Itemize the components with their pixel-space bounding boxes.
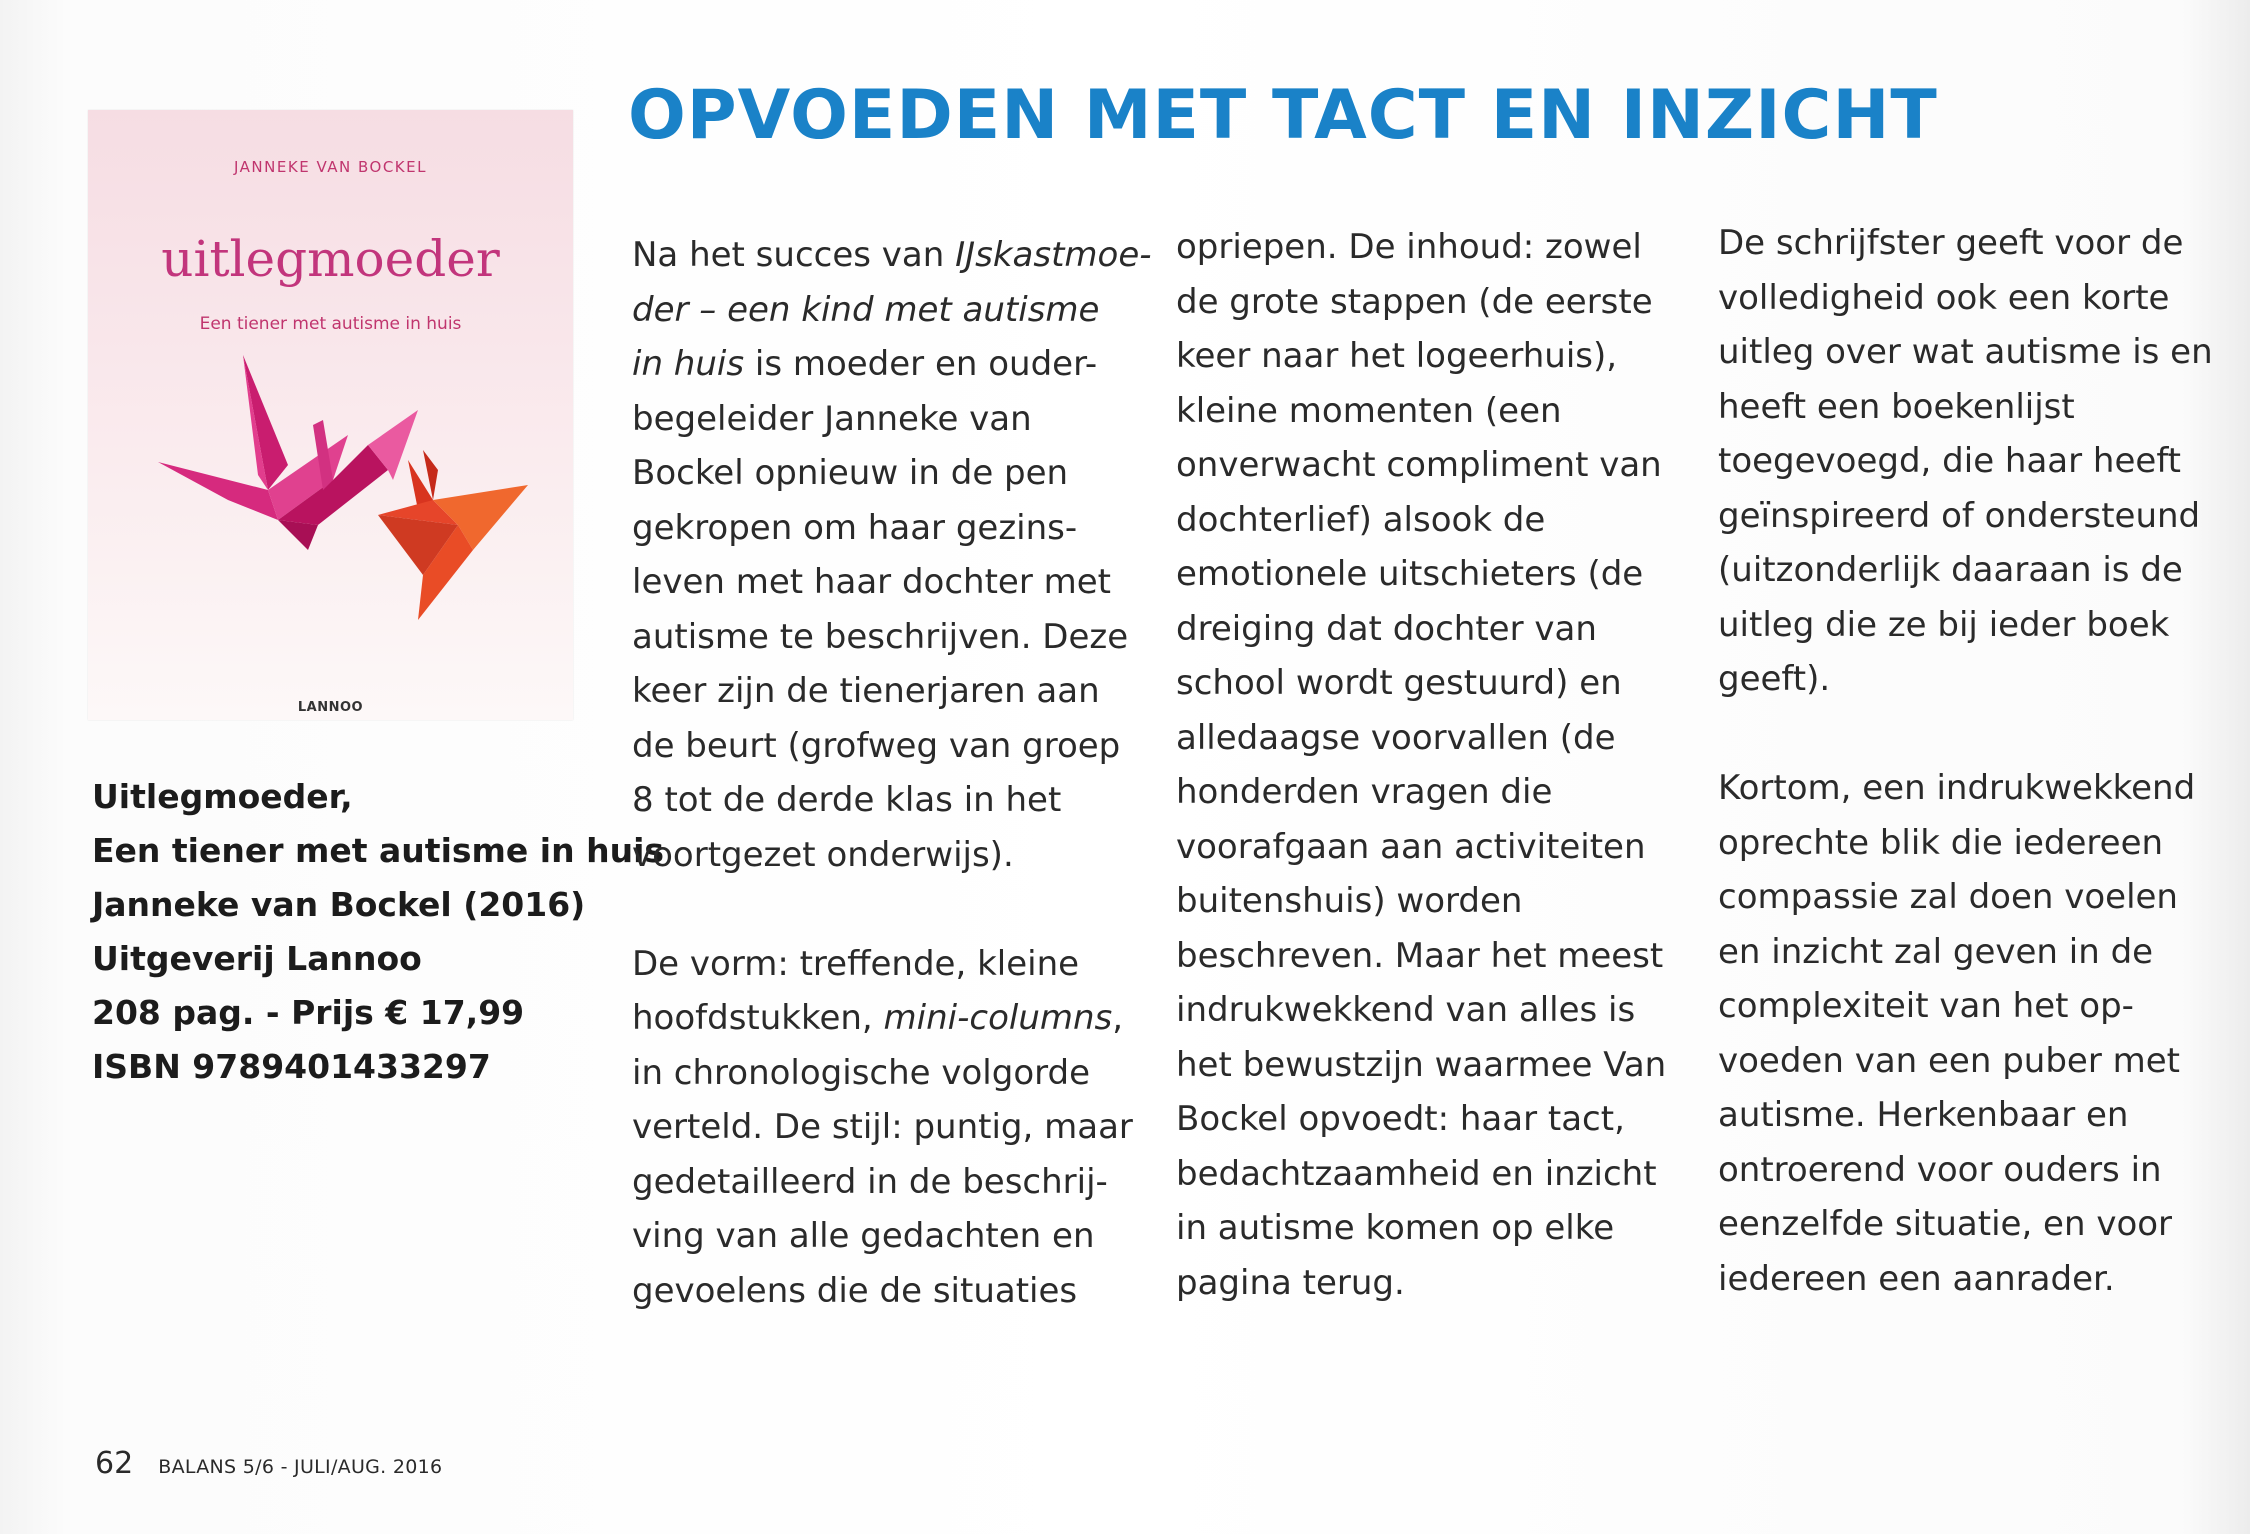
cover-title: uitlegmoeder [161,230,500,288]
text-line: verteld. De stijl: puntig, maar [632,1107,1133,1147]
text-line: (uitzonderlijk daaraan is de [1718,550,2183,590]
text-line: gevoelens die de situaties [632,1270,1078,1311]
cover-subtitle: Een tiener met autisme in huis [199,314,462,334]
text-line: De schrijfster geeft voor de [1718,223,2184,263]
text-line: ving van alle gedachten en [632,1216,1095,1256]
page-number: 62 [95,1446,134,1481]
text-line: Bockel opnieuw in de pen [632,453,1069,493]
text-line: honderden vragen die [1176,772,1553,812]
book-info-author: Janneke van Bockel (2016) [92,885,586,924]
text-line: gedetailleerd in de beschrij- [632,1161,1108,1202]
text-line: eenzelfde situatie, en voor [1718,1204,2173,1244]
text-line: toegevoegd, die haar heeft [1718,441,2182,481]
text-line: alledaagse voorvallen (de [1176,717,1616,758]
text-line: uitleg die ze bij ieder boek [1718,604,2170,645]
text-line: school wordt gestuurd) en [1176,663,1622,703]
text-line: en inzicht zal geven in de [1718,931,2154,972]
text-line: autisme te beschrijven. Deze [632,616,1129,657]
text-line [632,283,1152,338]
book-info [92,770,665,1094]
text-line: 8 tot de derde klas in het [632,780,1062,820]
text-column-1 [632,228,1152,1318]
text-line: in autisme komen op elke [1176,1208,1615,1248]
book-info-title: Uitlegmoeder, [92,777,353,816]
italic-title-span: der – een kind met autisme [632,289,1100,330]
book-info-pages-price: 208 pag. - Prijs € 17,99 [92,993,525,1032]
text-line: de grote stappen (de eerste [1176,281,1653,322]
text-span: Na het succes van [632,235,956,275]
text-line: geïnspireerd of ondersteund [1718,495,2201,536]
orange-crane [378,450,528,620]
text-line: buitenshuis) worden [1176,881,1523,921]
text-line: keer zijn de tienerjaren aan [632,671,1100,711]
text-line: gekropen om haar gezins- [632,507,1078,548]
text-column-3 [1718,216,2238,1306]
italic-span: mini-columns [883,998,1113,1038]
italic-title-span: IJskastmoe- [955,235,1152,275]
text-line: dochterlief) alsook de [1176,499,1546,540]
text-line: dreiging dat dochter van [1176,608,1597,649]
text-line: begeleider Janneke van [632,398,1032,439]
text-line: oprechte blik die iedereen [1718,822,2164,863]
text-line: beschreven. Maar het meest [1176,935,1664,976]
text-line: Bockel opvoedt: haar tact, [1176,1099,1625,1139]
text-line: de beurt (grofweg van groep [632,725,1121,766]
text-line: kleine momenten (een [1176,390,1562,431]
text-line: Kortom, een indrukwekkend [1718,768,2196,808]
text-line [632,228,1152,283]
text-line: leven met haar dochter met [632,562,1111,602]
text-span: is moeder en ouder- [744,344,1098,384]
text-line: pagina terug. [1176,1262,1405,1303]
text-line: ontroerend voor ouders in [1718,1149,2162,1190]
book-info-subtitle: Een tiener met autisme in huis [92,831,665,870]
text-column-2 [1176,220,1696,1310]
text-line: voorafgaan aan activiteiten [1176,826,1646,867]
book-info-publisher: Uitgeverij Lannoo [92,939,422,978]
text-line: compassie zal doen voelen [1718,877,2178,917]
paragraph-gap [1718,707,2238,762]
text-line [632,991,1152,1046]
paragraph-gap [632,882,1152,937]
text-line: emotionele uitschieters (de [1176,554,1644,594]
issue-label: BALANS 5/6 - JULI/AUG. 2016 [158,1456,443,1478]
text-span: , [1112,998,1124,1038]
text-span: hoofdstukken, [632,998,884,1038]
text-line: complexiteit van het op- [1718,986,2134,1026]
text-line: heeft een boekenlijst [1718,386,2075,427]
text-line: autisme. Herkenbaar en [1718,1095,2129,1135]
text-line: het bewustzijn waarmee Van [1176,1044,1667,1085]
text-line: onverwacht compliment van [1176,445,1662,485]
text-line: uitleg over wat autisme is en [1718,332,2213,372]
text-line: in chronologische volgorde [632,1052,1091,1093]
italic-title-span: in huis [632,344,745,384]
text-line: geeft). [1718,659,1831,699]
text-line: De vorm: treffende, kleine [632,943,1080,984]
text-line: voeden van een puber met [1718,1040,2180,1081]
text-line: keer naar het logeerhuis), [1176,336,1618,376]
cover-author: JANNEKE VAN BOCKEL [234,158,427,176]
page-footer [95,1446,442,1481]
text-line [632,337,1152,392]
text-line: indrukwekkend van alles is [1176,990,1636,1030]
book-info-isbn: ISBN 9789401433297 [92,1047,491,1086]
text-line: opriepen. De inhoud: zowel [1176,227,1642,267]
book-cover [88,110,573,720]
text-line: iedereen een aanrader. [1718,1258,2115,1299]
article-title: OPVOEDEN MET TACT EN INZICHT [628,76,1938,155]
text-line: volledigheid ook een korte [1718,277,2170,318]
text-line: bedachtzaamheid en inzicht [1176,1153,1657,1194]
origami-cranes-illustration [118,350,558,650]
pink-crane [158,355,418,550]
cover-publisher: LANNOO [297,700,364,715]
text-line: voortgezet onderwijs). [632,834,1014,875]
